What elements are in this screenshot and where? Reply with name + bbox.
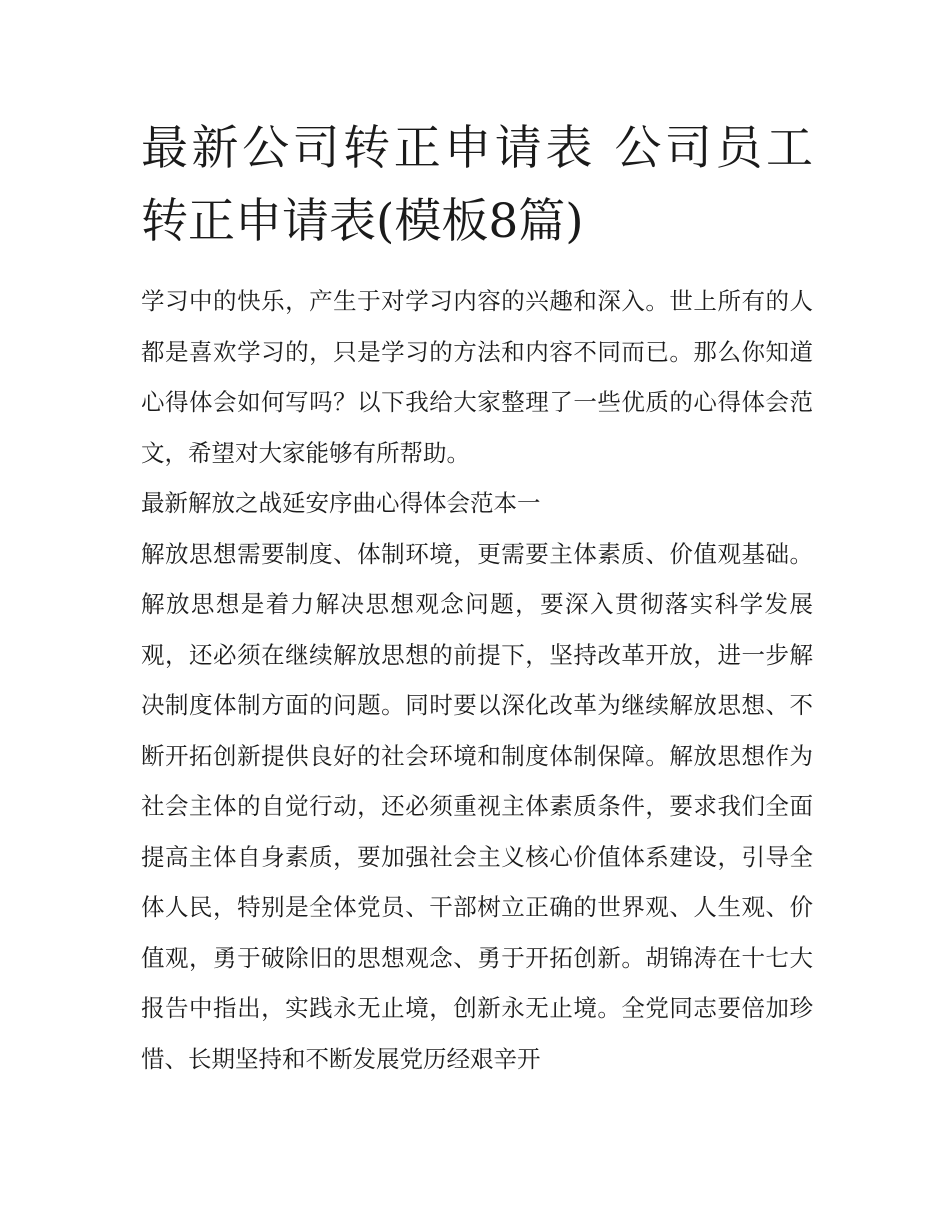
section-paragraph: 解放思想需要制度、体制环境，更需要主体素质、价值观基础。解放思想是着力解决思想观念问题，要深入贯彻落实科学发展观，还必须在继续解放思想的前提下，坚持改革开放，进一步解决制度体制方面的问题。同时要以深化改革为继续解放思想、不断开拓创新提供良好的社会环境和制度体制保障。解放思想作为社会主体的自觉行动，还必须重视主体素质条件，要求我们全面提高主体自身素质，要加强社会主义核心价值体系建设，引导全体人民，特别是全体党员、干部树立正确的世界观、人生观、价值观，勇于破除旧的思想观念、勇于开拓创新。胡锦涛在十七大报告中指出，实践永无止境，创新永无止境。全党同志要倍加珍惜、长期坚持和不断发展党历经艰辛开 (141, 539, 813, 1073)
intro-paragraph: 学习中的快乐，产生于对学习内容的兴趣和深入。世上所有的人都是喜欢学习的，只是学习的方法和内容不同而已。那么你知道心得体会如何写吗？以下我给大家整理了一些优质的心得体会范文，希望对大家能够有所帮助。 (141, 287, 813, 467)
document-title: 最新公司转正申请表 公司员工转正申请表(模板8篇) (141, 121, 813, 249)
document-page (141, 112, 813, 1084)
document-body (141, 276, 813, 1084)
section-heading: 最新解放之战延安序曲心得体会范本一 (141, 489, 541, 517)
